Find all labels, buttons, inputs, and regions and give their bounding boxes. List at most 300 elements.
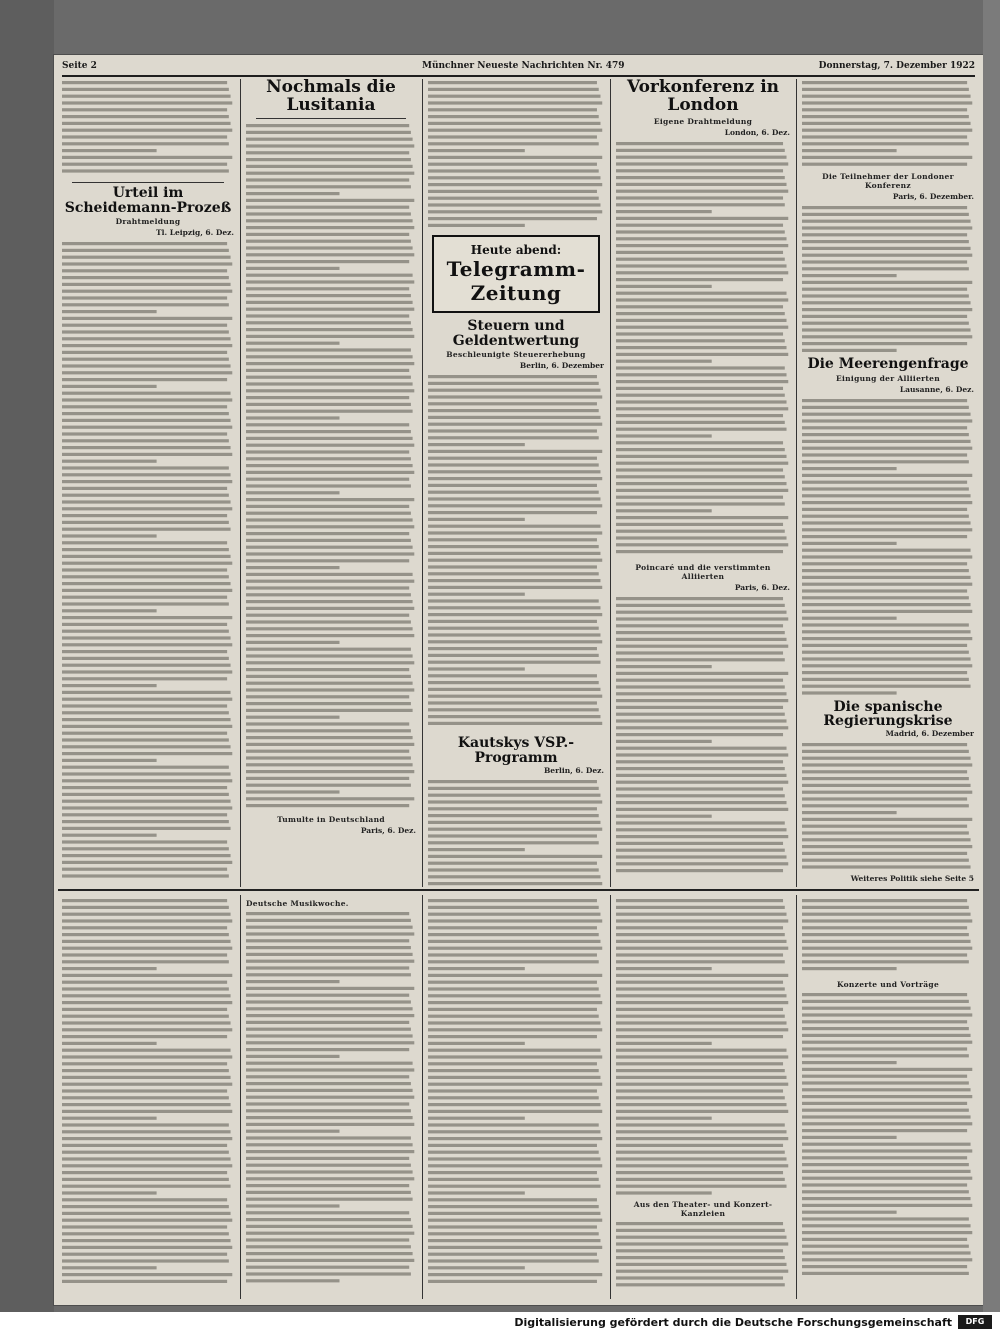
text-line [62,514,227,517]
text-line [62,569,227,572]
text-line [246,300,413,303]
text-line [62,460,157,463]
text-line [62,1055,232,1058]
masthead: Münchner Neueste Nachrichten Nr. 479 [422,61,625,71]
text-lines [428,373,604,733]
text-line [246,525,414,528]
text-line [428,722,602,725]
text-line [428,899,597,902]
text-lines [616,897,790,1197]
text-line [246,164,413,167]
text-line [62,385,157,388]
text-line [802,260,967,263]
text-line [616,189,788,192]
text-line [246,1034,413,1037]
text-line [246,1252,413,1255]
text-line [62,1076,231,1079]
text-line [428,848,525,851]
text-line [246,1150,414,1153]
text-line [62,1185,231,1188]
text-line [62,256,231,259]
text-line [802,1265,967,1268]
text-line [616,1123,785,1126]
text-line [246,232,409,235]
text-line [802,967,897,970]
text-line [428,443,525,446]
text-line [802,750,969,753]
text-line [802,281,972,284]
text-line [246,409,413,412]
text-line [802,1251,971,1254]
article-body [802,79,974,169]
text-line [616,461,788,464]
text-line [802,95,971,98]
text-line [802,1177,972,1180]
text-line [616,807,788,810]
text-line [428,129,602,132]
text-line [802,335,972,338]
text-line [616,230,785,233]
article-body [428,897,604,1287]
text-line [616,960,785,963]
telegram-box [432,235,600,313]
text-line [802,684,971,687]
text-line [802,142,969,145]
text-line [802,1204,972,1207]
text-line [246,1062,413,1065]
text-line [428,1151,599,1154]
article-headline: Die Meerengenfrage [807,356,969,372]
text-line [802,342,967,345]
text-line [428,88,599,91]
text-line [802,1109,969,1112]
text-line [428,1144,597,1147]
text-line [802,274,897,277]
text-line [246,973,411,976]
text-line [62,766,229,769]
text-line [428,403,597,406]
text-line [428,1178,599,1181]
text-line [62,480,232,483]
column-rule [240,79,241,887]
text-line [62,1178,229,1181]
text-line [616,1049,787,1052]
text-line [246,171,414,174]
text-line [802,108,967,111]
text-line [246,783,411,786]
text-line [428,545,599,548]
text-line [246,960,414,963]
text-line [246,457,411,460]
text-line [246,1232,414,1235]
text-line [616,631,785,634]
text-line [428,1089,597,1092]
text-line [802,240,969,243]
text-line [246,1266,409,1269]
text-line [616,933,785,936]
text-line [616,291,787,294]
text-line [62,630,229,633]
article-dateline: Berlin, 6. Dez. [543,765,604,775]
text-line [802,770,967,773]
text-line [62,576,229,579]
text-line [802,473,972,476]
text-line [802,541,897,544]
text-line [616,940,787,943]
text-line [62,419,231,422]
text-line [246,1279,340,1282]
text-line [616,1021,787,1024]
text-line [246,348,411,351]
text-lines [616,140,790,560]
text-line [802,838,971,841]
text-line [802,135,967,138]
text-line [62,603,229,606]
digitization-footer [0,1312,1000,1333]
column-1 [62,79,234,887]
text-line [616,196,783,199]
text-line [802,494,971,497]
text-line [802,267,969,270]
text-line [802,288,967,291]
article-headline: Urteil im Scheidemann-Prozeß [64,185,232,216]
text-line [802,926,967,929]
text-line [802,906,969,909]
text-line [802,322,969,325]
text-line [616,366,785,369]
text-line [616,947,788,950]
text-line [428,1171,597,1174]
text-line [802,412,971,415]
text-line [802,650,969,653]
text-line [246,1048,409,1051]
text-line [428,491,599,494]
text-line [802,603,971,606]
text-line [802,233,967,236]
text-line [246,1245,411,1248]
scan-left-edge [0,0,54,1312]
text-line [62,664,231,667]
text-line [802,149,897,152]
text-line [246,362,414,365]
text-line [616,787,783,790]
text-line [246,1102,409,1105]
text-line [802,487,969,490]
section-label: Deutsche Musikwoche. [246,899,349,908]
text-line [62,582,231,585]
article-subtitle: Eigene Drahtmeldung [653,116,753,126]
text-line [428,511,597,514]
text-line [428,1042,525,1045]
section-label: Aus den Theater- und Konzert-Kanzleien [633,1200,773,1218]
text-line [616,1236,787,1239]
text-line [616,373,787,376]
text-line [62,378,227,381]
text-line [428,471,600,474]
text-line [616,250,783,253]
text-line [802,507,967,510]
text-line [246,566,340,569]
text-line [246,538,411,541]
text-line [246,600,413,603]
text-line [802,784,971,787]
text-line [802,213,969,216]
text-line [428,163,597,166]
text-line [246,729,411,732]
text-line [62,263,232,266]
text-line [246,552,414,555]
text-line [428,1157,600,1160]
text-line [428,807,597,810]
text-line [246,518,413,521]
text-line [616,692,787,695]
text-line [428,875,600,878]
text-line [62,596,227,599]
text-line [616,841,783,844]
text-line [428,827,602,830]
text-line [802,825,967,828]
text-line [616,407,788,410]
text-line [246,1218,411,1221]
text-line [428,423,602,426]
text-line [802,1081,969,1084]
text-line [62,542,227,545]
page-header [62,61,975,77]
text-line [616,550,783,553]
text-line [616,1222,783,1225]
article-dateline: Berlin, 6. Dezember [519,361,604,371]
text-line [616,705,783,708]
text-line [428,620,597,623]
text-line [62,1266,157,1269]
text-line [62,1083,232,1086]
text-line [616,1035,783,1038]
text-line [62,1069,229,1072]
text-line [616,352,788,355]
text-line [616,312,785,315]
text-line [62,1049,231,1052]
text-line [62,981,227,984]
text-line [246,436,413,439]
text-line [616,237,787,240]
article-dateline: Madrid, 6. Dezember [885,729,974,739]
text-line [428,1035,597,1038]
text-line [802,947,972,950]
text-line [616,420,785,423]
text-line [428,1198,597,1201]
text-line [428,981,597,984]
text-line [246,579,414,582]
text-line [802,1007,971,1010]
text-line [616,1015,785,1018]
text-line [62,994,231,997]
issue-date: Donnerstag, 7. Dezember 1922 [818,61,975,71]
text-line [616,332,783,335]
text-line [62,115,229,118]
text-line [802,301,971,304]
text-line [246,620,411,623]
text-line [428,593,525,596]
text-line [246,266,340,269]
text-line [62,528,231,531]
text-line [616,148,785,151]
text-line [802,315,967,318]
text-line [246,355,413,358]
text-line [428,940,600,943]
text-line [616,913,787,916]
text-line [428,1055,602,1058]
text-line [802,919,972,922]
text-line [616,746,787,749]
text-line [428,579,600,582]
text-line [428,586,602,589]
text-line [802,913,971,916]
text-line [616,726,788,729]
text-lines [616,1220,790,1290]
article-body [62,240,234,880]
text-line [246,559,409,562]
text-line [62,358,229,361]
text-line [62,169,229,172]
text-line [246,1109,411,1112]
text-line [62,739,229,742]
text-line [62,1219,232,1222]
text-line [62,1239,231,1242]
text-line [616,855,787,858]
text-line [616,794,785,797]
text-line [802,1075,967,1078]
text-line [246,688,414,691]
text-line [62,270,227,273]
text-line [246,1259,414,1262]
text-line [802,1217,969,1220]
text-line [246,1096,414,1099]
text-line [802,122,971,125]
text-line [616,1008,783,1011]
text-line [246,1177,414,1180]
text-line [246,158,411,161]
text-lines [428,778,604,887]
text-line [428,108,597,111]
text-line [428,947,602,950]
text-line [246,912,409,915]
text-line [802,899,967,902]
text-line [62,854,231,857]
text-line [802,596,969,599]
text-line [246,368,409,371]
text-line [616,1028,788,1031]
text-line [246,1123,414,1126]
text-line [428,1137,602,1140]
text-line [802,1122,972,1125]
text-line [428,101,602,104]
text-line [62,142,229,145]
text-line [62,338,231,341]
text-line [428,681,599,684]
text-line [616,1256,785,1259]
text-line [246,987,414,990]
text-line [246,491,340,494]
text-line [428,1239,600,1242]
text-line [428,135,597,138]
text-line [428,409,599,412]
text-line [246,504,409,507]
separator [256,118,406,119]
text-line [62,1021,231,1024]
column-rule [610,79,611,887]
text-line [802,405,969,408]
text-line [62,433,227,436]
text-lines [62,240,234,880]
text-line [246,402,411,405]
text-line [428,994,600,997]
text-line [246,1116,413,1119]
text-line [428,142,599,145]
text-line [616,278,783,281]
text-line [616,223,783,226]
text-line [246,572,413,575]
text-line [246,756,411,759]
text-line [62,88,229,91]
article-headline: Die Teilnehmer der Londoner Konferenz [822,172,954,190]
text-line [428,464,599,467]
text-line [428,1253,597,1256]
text-line [62,678,227,681]
text-line [246,498,414,501]
text-line [616,610,787,613]
text-line [246,464,413,467]
text-line [802,1224,971,1227]
column-4 [616,79,790,887]
text-line [428,1096,599,1099]
text-line [428,1273,602,1276]
text-line [246,1170,413,1173]
text-line [62,1191,157,1194]
text-line [428,868,599,871]
text-line [62,773,231,776]
text-line [246,919,411,922]
text-line [428,1212,600,1215]
text-line [428,477,602,480]
text-line [62,372,232,375]
text-line [428,484,597,487]
text-line [62,290,232,293]
feuilleton-column-1 [62,897,234,1297]
text-line [246,1184,409,1187]
text-line [616,203,785,206]
text-line [246,484,411,487]
text-line [428,814,599,817]
article-headline: Steuern und Geldentwertung [452,318,580,349]
telegram-title: Telegramm-Zeitung [446,257,586,305]
text-line [616,502,785,505]
text-line [802,460,969,463]
text-line [616,1283,785,1286]
text-line [428,1130,600,1133]
text-line [246,722,409,725]
text-line [802,589,967,592]
column-3 [428,79,604,887]
text-line [246,328,413,331]
feuilleton-rule [58,889,979,891]
text-line [428,532,602,535]
text-line [62,919,232,922]
text-line [246,797,414,800]
text-lines [246,910,416,1290]
text-line [802,1197,971,1200]
text-line [616,814,712,817]
text-line [802,528,972,531]
